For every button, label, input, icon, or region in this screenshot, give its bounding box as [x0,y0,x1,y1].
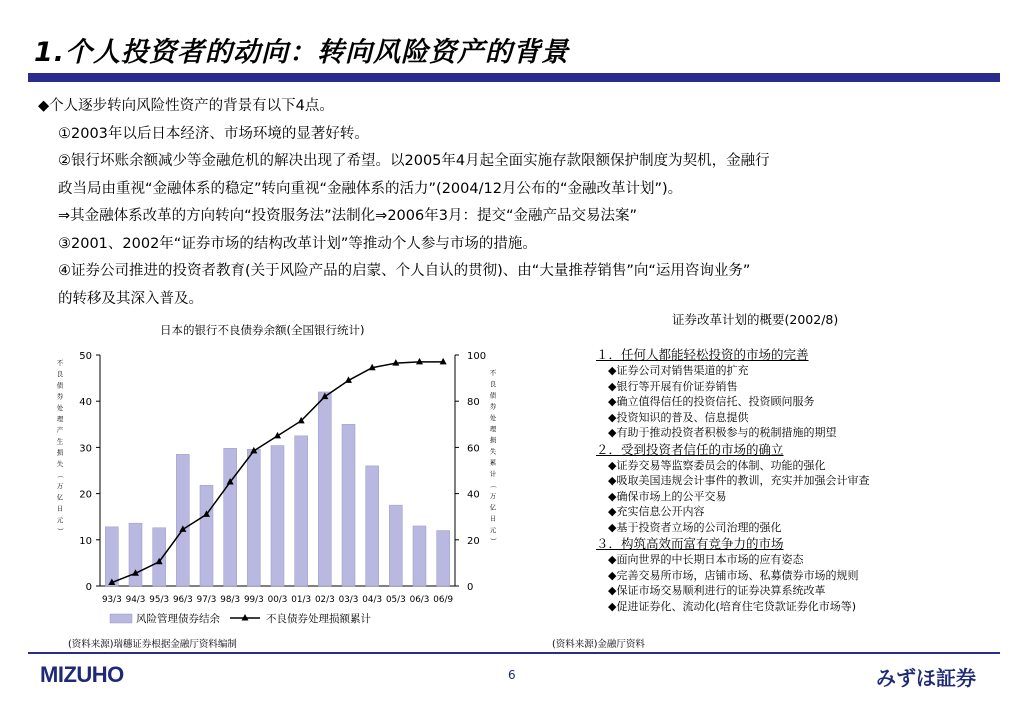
right-axis-label-char: 日 [489,514,497,523]
reform-section-heading: ２．受到投资者信任的市场的确立 [596,441,784,457]
left-axis-label-char: 理 [56,415,64,423]
source-note-right: (资料来源)金融厅资料 [552,639,645,650]
left-axis-label-char: 债 [56,381,64,390]
x-tick-label: 06/9 [433,595,454,605]
left-axis-label-char: 日 [56,504,64,513]
reform-item: ◆促进证券化、流动化(培育住宅贷款证券化市场等) [608,599,857,613]
left-axis-label-char: 不 [56,359,64,367]
bar [247,449,260,586]
x-tick-label: 05/3 [385,595,406,605]
reform-item: ◆银行等开展有价证券销售 [608,379,738,393]
reform-item: ◆充实信息公开内容 [608,505,705,518]
left-tick-label: 20 [79,489,92,501]
reform-item: ◆基于投资者立场的公司治理的强化 [608,520,782,534]
right-axis-label-char: 失 [489,447,497,456]
x-tick-label: 97/3 [196,595,217,605]
right-axis-label-char: 处 [489,413,497,422]
point-2: ②银行坏账余额减少等金融危机的解决出现了希望。以2005年4月起全面实施存款限额保护制度为契机，金融行 [58,153,770,169]
point-4: ④证券公司推进的投资者教育(关于风险产品的启蒙、个人自认的贯彻)、由“大量推荐销售”向“运用咨询业务” [58,263,751,279]
bar [176,454,189,586]
left-axis-label-char: 券 [56,392,64,401]
x-tick-label: 99/3 [243,595,264,605]
left-axis-label-char: 亿 [56,493,64,502]
point-4-cont: 的转移及其深入普及。 [58,290,203,307]
left-axis-label-char: 元 [56,515,64,524]
mizuho-logo: MIZUHO [40,662,124,687]
lead-line: ◆个人逐步转向风险性资产的背景有以下4点。 [38,98,334,114]
right-tick-label: 80 [467,397,480,409]
bar [413,526,426,586]
right-axis-label-char: 债 [489,391,497,400]
line-point [416,358,423,365]
left-axis-label-char: 失 [56,459,64,468]
line-point [440,358,447,365]
right-tick-label: 40 [467,489,480,501]
reform-item: ◆确保市场上的公平交易 [608,489,727,503]
right-axis-label-char: 不 [489,369,497,377]
right-axis-label-char: 损 [489,436,497,445]
right-axis-label-char: 良 [489,380,497,389]
right-axis-label-char: ） [489,537,497,545]
bar [271,446,284,586]
reform-section-heading: １．任何人都能轻松投资的市场的完善 [596,347,809,362]
chart-title: 日本的银行不良债券余额(全国银行统计) [160,323,365,337]
left-axis-label-char: 良 [56,370,64,379]
reform-item: ◆吸取美国违规会计事件的教训，充实并加强会计审查 [608,474,870,487]
x-tick-label: 98/3 [220,595,241,605]
footer-divider [28,652,1000,654]
point-2-cont: 政当局由重视“金融体系的稳定”转向重视“金融体系的活力”(2004/12月公布的“金融改革计划”)。 [58,180,683,197]
point-3: ③2001、2002年“证券市场的结构改革计划”等推动个人参与市场的措施。 [58,235,537,252]
body-text [38,93,968,313]
left-tick-label: 50 [79,351,92,362]
legend-bar-label: 风险管理债券结余 [136,613,220,625]
right-axis-label-char: （ [489,481,497,489]
x-tick-label: 06/3 [409,595,430,605]
x-tick-label: 02/3 [314,595,335,605]
right-axis-label-char: 万 [489,492,497,501]
reform-item: ◆完善交易所市场，店铺市场、私募债券市场的规则 [608,568,859,582]
npl-chart [50,340,497,640]
right-tick-label: 100 [467,351,487,362]
title-divider [28,73,1000,82]
left-axis-label-char: 产 [56,426,64,435]
right-axis-label-char: 理 [489,425,497,433]
left-axis-label-char: （ [56,471,64,479]
left-tick-label: 0 [85,582,92,593]
bar [153,528,166,586]
left-tick-label: 30 [79,443,92,455]
bar [366,466,379,586]
right-tick-label: 60 [467,443,480,455]
left-axis-label-char: 损 [56,448,64,457]
bar [318,392,331,586]
left-tick-label: 10 [79,535,92,547]
bar [105,527,118,586]
point-2-arrow: ⇒其金融体系改革的方向转向“投资服务法”法制化⇒2006年3月：提交“金融产品交易法案” [58,208,637,224]
right-axis-label-char: 计 [489,469,497,478]
x-tick-label: 00/3 [267,595,288,605]
right-tick-label: 0 [467,582,474,593]
legend-bar-swatch [110,614,132,623]
left-axis-label-char: 生 [56,437,64,446]
bar [129,523,142,586]
reform-item: ◆证券公司对销售渠道的扩充 [608,364,749,377]
mizuho-securities-logo: みずほ証券 [876,666,976,690]
reform-item: ◆投资知识的普及、信息提供 [608,410,749,424]
x-tick-label: 04/3 [362,595,383,605]
right-axis-label-char: 元 [489,525,497,534]
x-tick-label: 95/3 [149,595,170,605]
reform-section-heading: ３．构筑高效而富有竞争力的市场 [596,536,784,551]
reform-outline [596,346,996,614]
reform-item: ◆有助于推动投资者积极参与的税制措施的期望 [608,426,837,439]
point-1: ①2003年以后日本经济、市场环境的显著好转。 [58,125,369,142]
x-tick-label: 93/3 [101,595,122,605]
bar [437,531,450,586]
bar [200,485,213,586]
x-tick-label: 01/3 [291,595,312,605]
right-tick-label: 20 [467,535,480,547]
legend-line-label: 不良债券处理损额累计 [266,613,371,625]
reform-item: ◆面向世界的中长期日本市场的应有姿态 [608,553,804,566]
reform-title: 证券改革计划的概要(2002/8) [672,312,839,327]
right-axis-label-char: 累 [489,458,497,467]
right-axis-label-char: 券 [489,402,497,411]
bar [389,505,402,586]
left-tick-label: 40 [79,397,92,409]
bar [342,424,355,586]
reform-item: ◆保证市场交易顺利进行的证券决算系统改革 [608,584,826,597]
left-axis-label-char: ） [56,527,64,535]
right-axis-label-char: 亿 [489,503,497,512]
page-number: 6 [508,668,516,682]
x-tick-label: 94/3 [125,595,146,605]
left-axis-label-char: 万 [56,482,64,491]
left-axis-label-char: 处 [56,403,64,412]
source-note-left: (资料来源)瑞穗证券根据金融厅资料编制 [68,639,237,650]
reform-item: ◆确立值得信任的投资信托、投资顾问服务 [608,395,815,408]
page-title: 1.个人投资者的动向：转向风险资产的背景 [34,37,570,68]
bar [224,448,237,586]
x-tick-label: 96/3 [172,595,193,605]
bar [295,436,308,586]
x-tick-label: 03/3 [338,595,359,605]
reform-item: ◆证券交易等监察委员会的体制、功能的强化 [608,458,826,472]
